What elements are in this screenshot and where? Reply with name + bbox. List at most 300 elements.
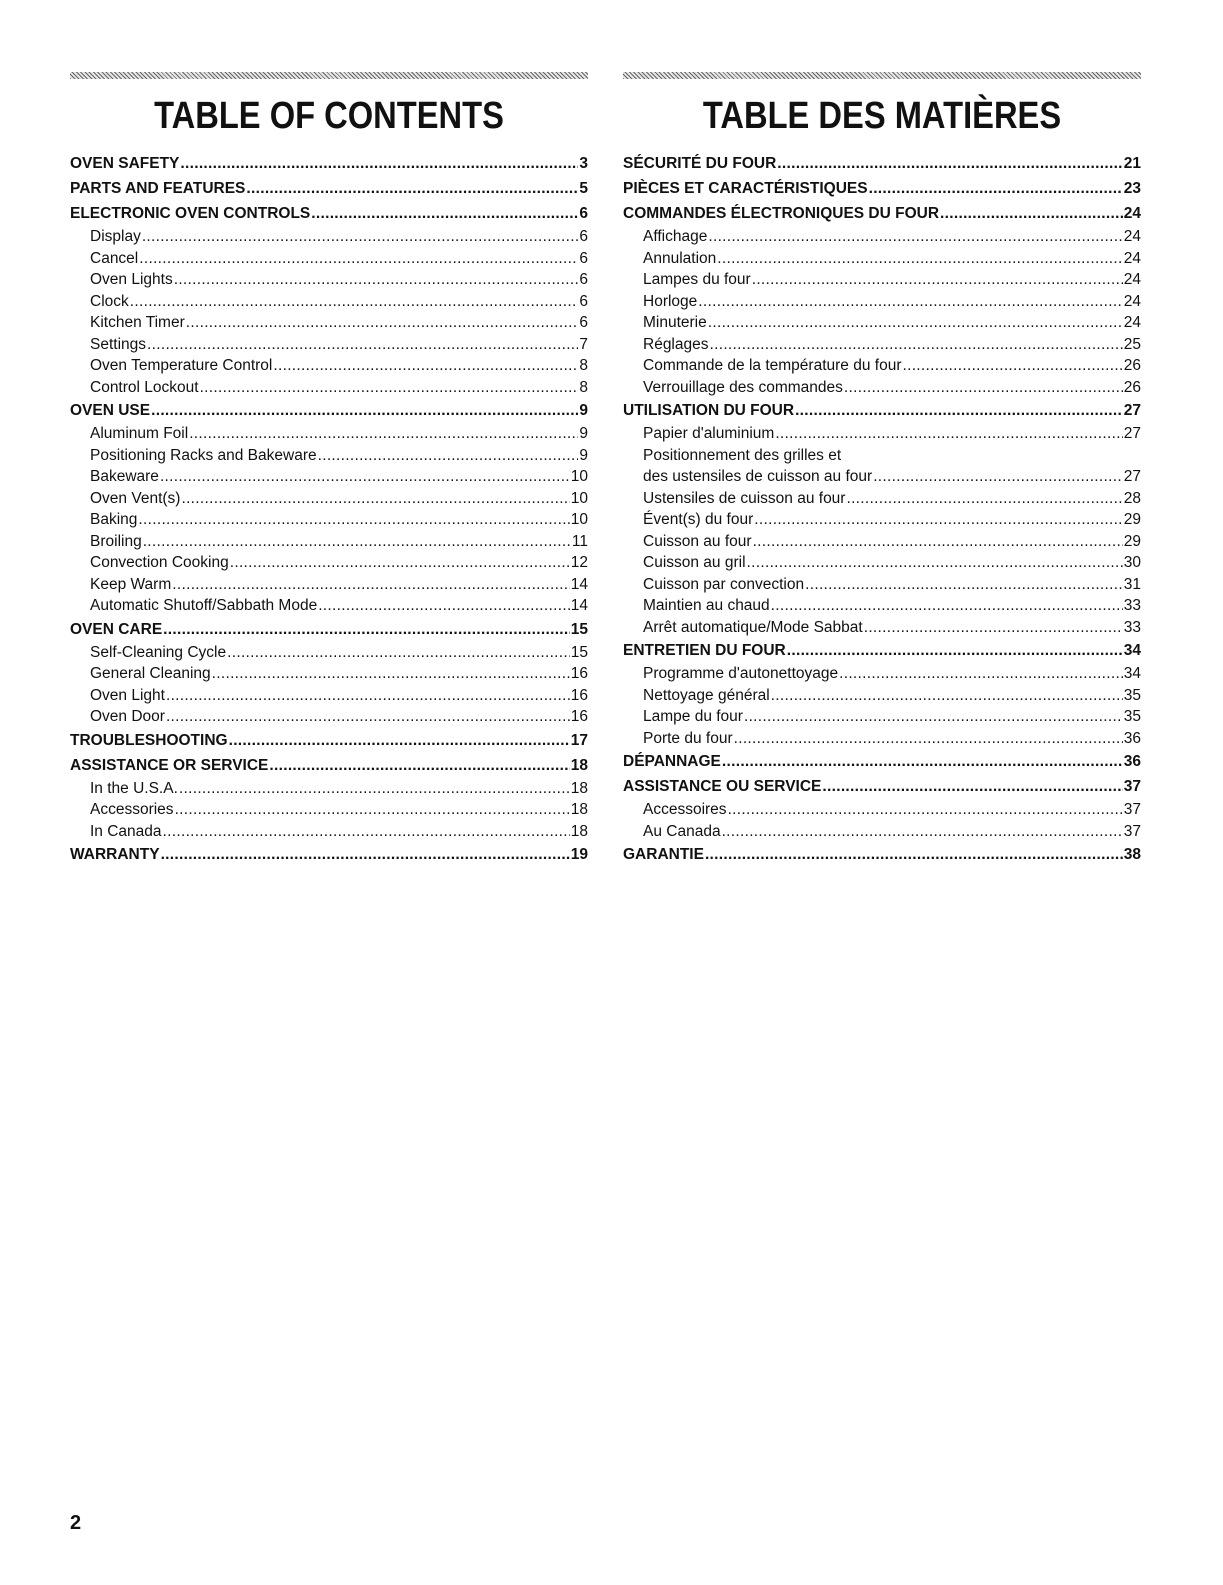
toc-entry [623, 552, 1141, 574]
toc-entry [623, 706, 1141, 728]
toc-entry-label: ASSISTANCE OR SERVICE [70, 756, 269, 774]
dot-leader [212, 663, 570, 685]
toc-subsection-row [623, 552, 1141, 574]
toc-page-number: 14 [570, 597, 588, 614]
toc-entry-label: Baking [90, 511, 138, 528]
toc-title: TABLE OF CONTENTS [154, 95, 504, 137]
toc-entry-label: Maintien au chaud [643, 597, 770, 614]
toc-entry-label: DÉPANNAGE [623, 753, 721, 770]
toc-subsection-row [70, 821, 588, 843]
toc-page-number: 6 [579, 292, 588, 310]
toc-section-row [623, 842, 1141, 867]
toc-subsection-row [623, 574, 1141, 596]
toc-entry-label: des ustensiles de cuisson au four [643, 468, 873, 485]
dot-leader [775, 423, 1122, 445]
toc-entry [70, 445, 588, 467]
dot-leader [189, 423, 578, 445]
toc-section-row [623, 176, 1141, 201]
toc-subsection-row [623, 248, 1141, 270]
toc-subsection-row [623, 595, 1141, 617]
toc-page-number: 24 [1123, 292, 1141, 310]
toc-page-number: 21 [1123, 155, 1141, 172]
toc-entry [70, 706, 588, 728]
toc-page-number: 24 [1123, 271, 1141, 288]
toc-entry [70, 728, 588, 753]
toc-entry-label: In Canada [90, 822, 162, 840]
dot-leader [166, 685, 570, 707]
toc-page-number: 6 [579, 249, 588, 267]
toc-subsection-row [70, 574, 588, 596]
toc-entry [623, 355, 1141, 377]
toc-page-number: 34 [1123, 642, 1141, 659]
toc-subsection-row [70, 642, 588, 664]
toc-page-number: 3 [579, 155, 588, 172]
toc-entry [70, 617, 588, 642]
dot-leader [940, 202, 1123, 226]
toc-page-number: 26 [1123, 357, 1141, 374]
toc-entry [70, 291, 588, 313]
toc-entry [623, 574, 1141, 596]
toc-entry-label: Convection Cooking [90, 554, 229, 571]
toc-entry [623, 617, 1141, 639]
toc-page-number: 16 [570, 708, 588, 725]
toc-entry [70, 821, 588, 843]
dot-leader [722, 750, 1123, 774]
dot-leader [143, 531, 571, 553]
toc-entry-label: Clock [90, 292, 129, 310]
toc-subsection-row [623, 617, 1141, 639]
toc-entry [623, 842, 1141, 867]
toc-subsection-row [623, 269, 1141, 291]
toc-entry-label: Lampe du four [643, 708, 743, 725]
toc-list [623, 151, 1141, 867]
dot-leader [229, 729, 570, 753]
toc-page-number: 17 [570, 731, 588, 749]
dot-leader [138, 509, 569, 531]
toc-page-number: 5 [579, 180, 588, 197]
toc-page-number: 18 [570, 756, 588, 774]
toc-entry [70, 355, 588, 377]
dot-leader [795, 399, 1123, 423]
toc-page-number: 16 [570, 665, 588, 682]
dot-leader [269, 754, 569, 778]
toc-entry-label: Cuisson au four [643, 532, 752, 550]
dot-leader [166, 706, 570, 728]
toc-page-number: 24 [1123, 228, 1141, 245]
toc-entry-label: Kitchen Timer [90, 314, 185, 331]
dot-leader [179, 778, 570, 800]
toc-page-number: 6 [579, 228, 588, 245]
dot-leader [873, 466, 1123, 488]
toc-subsection-row [70, 334, 588, 356]
toc-page-number: 23 [1123, 180, 1141, 197]
dot-leader [771, 595, 1123, 617]
toc-entry [623, 269, 1141, 291]
toc-page-number: 27 [1123, 402, 1141, 419]
dot-leader [708, 226, 1122, 248]
dot-leader [318, 445, 579, 467]
dot-leader [805, 574, 1123, 596]
toc-entry [623, 663, 1141, 685]
toc-page-number: 19 [570, 846, 588, 863]
toc-subsection-row [70, 248, 588, 270]
toc-page-number: 36 [1123, 729, 1141, 747]
toc-page-number: 10 [570, 489, 588, 507]
toc-entry [623, 151, 1141, 176]
toc-entry-label: Accessoires [643, 801, 727, 818]
toc-subsection-row [623, 821, 1141, 843]
toc-subsection-row [70, 685, 588, 707]
toc-entry [623, 248, 1141, 270]
toc-entry-label: TROUBLESHOOTING [70, 731, 228, 749]
toc-page-number: 14 [570, 575, 588, 593]
toc-page-number: 35 [1123, 708, 1141, 725]
toc-subsection-row [70, 377, 588, 399]
toc-entry [70, 531, 588, 553]
toc-page-number: 24 [1123, 314, 1141, 331]
dot-leader [869, 177, 1123, 201]
toc-entry-label: Arrêt automatique/Mode Sabbat [643, 618, 863, 636]
dot-leader [186, 312, 579, 334]
dot-leader [180, 152, 578, 176]
toc-entry-label: Nettoyage général [643, 686, 770, 704]
toc-page-number: 9 [579, 446, 588, 464]
toc-page-number: 34 [1123, 665, 1141, 682]
toc-section-row [623, 398, 1141, 423]
toc-page-number: 28 [1123, 489, 1141, 507]
toc-page-number: 9 [579, 402, 588, 419]
toc-entry-label: ASSISTANCE OU SERVICE [623, 778, 822, 795]
toc-entry-label: Display [90, 228, 141, 245]
toc-entry-label: Réglages [643, 335, 709, 353]
toc-entry [623, 312, 1141, 334]
toc-subsection-row [623, 466, 1141, 488]
dot-leader [147, 334, 578, 356]
toc-page-number: 9 [579, 425, 588, 442]
toc-entry [623, 423, 1141, 445]
dot-leader [902, 355, 1122, 377]
dot-leader [227, 642, 570, 664]
toc-entry [70, 466, 588, 488]
dot-leader [172, 574, 569, 596]
toc-entry-label: Horloge [643, 292, 698, 310]
toc-entry [70, 334, 588, 356]
toc-page-number: 10 [570, 468, 588, 485]
toc-subsection-row [623, 685, 1141, 707]
toc-page-number: 11 [571, 532, 588, 550]
toc-entry [623, 821, 1141, 843]
toc-subsection-row [70, 355, 588, 377]
toc-entry-label: Au Canada [643, 822, 721, 840]
toc-entry [623, 445, 1141, 488]
toc-section-row [70, 842, 588, 867]
toc-subsection-row [623, 291, 1141, 313]
dot-leader [771, 685, 1123, 707]
toc-subsection-row [70, 799, 588, 821]
toc-entry [70, 685, 588, 707]
toc-entry [70, 488, 588, 510]
toc-page-number: 31 [1123, 575, 1141, 593]
toc-entry-label: Oven Vent(s) [90, 489, 181, 507]
toc-subsection-row [70, 595, 588, 617]
toc-page-number: 38 [1123, 846, 1141, 863]
toc-entry [70, 595, 588, 617]
toc-subsection-row [623, 706, 1141, 728]
toc-entry-label: PARTS AND FEATURES [70, 180, 246, 197]
toc-subsection-row [623, 531, 1141, 553]
dot-leader [710, 334, 1123, 356]
dot-leader [717, 248, 1122, 270]
toc-subsection-row [70, 552, 588, 574]
toc-page-number: 29 [1123, 532, 1141, 550]
toc-subsection-row [623, 355, 1141, 377]
toc-entry-label: Keep Warm [90, 575, 172, 593]
dot-leader [747, 552, 1123, 574]
toc-subsection-row [623, 423, 1141, 445]
toc-subsection-row [70, 423, 588, 445]
toc-subsection-row [623, 799, 1141, 821]
toc-entry-label: Minuterie [643, 314, 707, 331]
toc-subsection-row [623, 334, 1141, 356]
toc-entry-label: General Cleaning [90, 665, 211, 682]
toc-entry-label: Cuisson au gril [643, 554, 746, 571]
toc-entry-label: Papier d'aluminium [643, 425, 775, 442]
toc-entry [70, 642, 588, 664]
dot-leader [744, 706, 1123, 728]
toc-subsection-row [623, 377, 1141, 399]
toc-page-number: 15 [570, 620, 588, 638]
header-rule [623, 72, 1141, 79]
toc-entry [623, 377, 1141, 399]
toc-subsection-row [623, 312, 1141, 334]
toc-section-row [70, 176, 588, 201]
dot-leader [753, 531, 1123, 553]
toc-entry [623, 334, 1141, 356]
toc-subsection-row [623, 226, 1141, 248]
toc-entry [623, 176, 1141, 201]
toc-entry [623, 685, 1141, 707]
dot-leader [200, 377, 579, 399]
toc-subsection-row [70, 706, 588, 728]
toc-entry-label: ELECTRONIC OVEN CONTROLS [70, 205, 311, 222]
toc-entry-label: Automatic Shutoff/Sabbath Mode [90, 597, 318, 614]
toc-entry-label: SÉCURITÉ DU FOUR [623, 155, 777, 172]
toc-subsection-row [70, 291, 588, 313]
toc-entry [623, 531, 1141, 553]
page-number: 2 [70, 1512, 82, 1534]
toc-entry-label: Oven Temperature Control [90, 357, 273, 374]
toc-entry-label: OVEN SAFETY [70, 155, 180, 172]
toc-section-row [623, 749, 1141, 774]
toc-entry [70, 663, 588, 685]
dot-leader [175, 799, 570, 821]
toc-subsection-row [70, 663, 588, 685]
toc-page-number: 30 [1123, 554, 1141, 571]
toc-entry-label: PIÈCES ET CARACTÉRISTIQUES [623, 180, 868, 197]
toc-entry-label: Settings [90, 335, 147, 353]
toc-page-number: 8 [579, 357, 588, 374]
toc-entry [70, 312, 588, 334]
toc-entry [70, 176, 588, 201]
toc-page-number: 15 [570, 643, 588, 661]
toc-entry [623, 728, 1141, 750]
toc-section-row [623, 638, 1141, 663]
toc-entry [70, 398, 588, 423]
toc-entry-label: Accessories [90, 801, 174, 818]
toc-subsection-row [70, 778, 588, 800]
toc-entry-label: Oven Lights [90, 271, 173, 288]
dot-leader [708, 312, 1123, 334]
header-rule [70, 72, 588, 79]
dot-leader [142, 226, 579, 248]
toc-section-row [70, 398, 588, 423]
toc-entry [70, 778, 588, 800]
toc-subsection-row [623, 509, 1141, 531]
toc-entry-label: In the U.S.A. [90, 779, 178, 797]
toc-page-number: 25 [1123, 335, 1141, 353]
toc-page-number: 33 [1123, 618, 1141, 636]
toc-page-number: 24 [1123, 205, 1141, 222]
toc-page-number: 18 [570, 779, 588, 797]
toc-page-number: 27 [1123, 468, 1141, 485]
toc-page-number: 8 [579, 378, 588, 396]
toc-entry-label: Cancel [90, 249, 139, 267]
toc-entry [623, 749, 1141, 774]
toc-entry [623, 595, 1141, 617]
dot-leader [752, 269, 1123, 291]
toc-subsection-row [70, 312, 588, 334]
toc-entry [70, 201, 588, 226]
toc-entry-label: GARANTIE [623, 846, 704, 863]
toc-page-number: 18 [570, 801, 588, 818]
toc-entry [70, 552, 588, 574]
dot-leader [787, 639, 1123, 663]
dot-leader [230, 552, 570, 574]
toc-entry [623, 226, 1141, 248]
toc-entry [623, 799, 1141, 821]
toc-entry-label: Annulation [643, 249, 717, 267]
toc-entry [70, 509, 588, 531]
toc-entry [70, 226, 588, 248]
toc-entry-label: Porte du four [643, 729, 733, 747]
dot-leader [839, 663, 1123, 685]
dot-leader [161, 843, 570, 867]
dot-leader [163, 618, 570, 642]
toc-entry-label: OVEN USE [70, 402, 151, 419]
toc-entry-label: Broiling [90, 532, 142, 550]
toc-entry [623, 774, 1141, 799]
toc-entry-label: Commande de la température du four [643, 357, 902, 374]
toc-page-number: 6 [579, 205, 588, 222]
toc-entry-label: UTILISATION DU FOUR [623, 402, 795, 419]
toc-entry-label: COMMANDES ÉLECTRONIQUES DU FOUR [623, 205, 940, 222]
dot-leader [174, 269, 579, 291]
toc-subsection-row [623, 663, 1141, 685]
toc-section-row [70, 617, 588, 642]
toc-page-number: 16 [570, 686, 588, 704]
toc-page-number: 37 [1123, 801, 1141, 818]
toc-entry [623, 488, 1141, 510]
toc-entry-label: Self-Cleaning Cycle [90, 643, 227, 661]
toc-section-row [70, 201, 588, 226]
toc-page-number: 37 [1123, 778, 1141, 795]
toc-entry-label: Cuisson par convection [643, 575, 805, 593]
toc-entry [623, 201, 1141, 226]
toc-list [70, 151, 588, 867]
toc-entry-label: Lampes du four [643, 271, 751, 288]
toc-subsection-row [70, 445, 588, 467]
toc-page-number: 6 [579, 314, 588, 331]
toc-entry-label: OVEN CARE [70, 620, 163, 638]
toc-entry [70, 377, 588, 399]
toc-subsection-row [70, 509, 588, 531]
toc-page-number: 12 [570, 554, 588, 571]
dot-leader [151, 399, 578, 423]
dot-leader [130, 291, 579, 313]
toc-entry-label: ENTRETIEN DU FOUR [623, 642, 786, 659]
dot-leader [864, 617, 1123, 639]
toc-page-number: 27 [1123, 425, 1141, 442]
toc-entry [70, 151, 588, 176]
toc-section-row [70, 728, 588, 753]
toc-entry [70, 574, 588, 596]
toc-entry [70, 423, 588, 445]
toc-page-number: 24 [1123, 249, 1141, 267]
dot-leader [273, 355, 578, 377]
toc-section-row [70, 753, 588, 778]
toc-english-column [70, 72, 588, 867]
toc-entry [70, 753, 588, 778]
dot-leader [698, 291, 1122, 313]
toc-section-row [623, 774, 1141, 799]
dot-leader [181, 488, 569, 510]
dot-leader [160, 466, 570, 488]
toc-page-number: 10 [570, 511, 588, 528]
toc-entry [623, 509, 1141, 531]
toc-page-number: 36 [1123, 753, 1141, 770]
dot-leader [846, 488, 1122, 510]
toc-entry-label: Affichage [643, 228, 708, 245]
toc-page-number: 7 [579, 335, 588, 353]
toc-entry [623, 638, 1141, 663]
toc-entry-label: WARRANTY [70, 846, 160, 863]
toc-subsection-row [623, 728, 1141, 750]
toc-entry-label: Bakeware [90, 468, 159, 485]
dot-leader [163, 821, 570, 843]
toc-entry-label: Oven Light [90, 686, 165, 704]
dot-leader [318, 595, 570, 617]
dot-leader [754, 509, 1122, 531]
dot-leader [311, 202, 578, 226]
toc-page-number: 18 [570, 822, 588, 840]
toc-entry [70, 248, 588, 270]
toc-entry-label: Positioning Racks and Bakeware [90, 446, 317, 464]
toc-page-number: 37 [1123, 822, 1141, 840]
dot-leader [734, 728, 1123, 750]
toc-french-column [623, 72, 1141, 867]
toc-subsection-row [70, 269, 588, 291]
toc-page-number: 35 [1123, 686, 1141, 704]
toc-page-number: 33 [1123, 597, 1141, 614]
toc-entry-label: Oven Door [90, 708, 165, 725]
dot-leader [705, 843, 1123, 867]
dot-leader [722, 821, 1123, 843]
toc-entry-label: Aluminum Foil [90, 425, 189, 442]
toc-page-number: 6 [579, 271, 588, 288]
toc-subsection-row [70, 226, 588, 248]
toc-entry [70, 269, 588, 291]
dot-leader [139, 248, 578, 270]
